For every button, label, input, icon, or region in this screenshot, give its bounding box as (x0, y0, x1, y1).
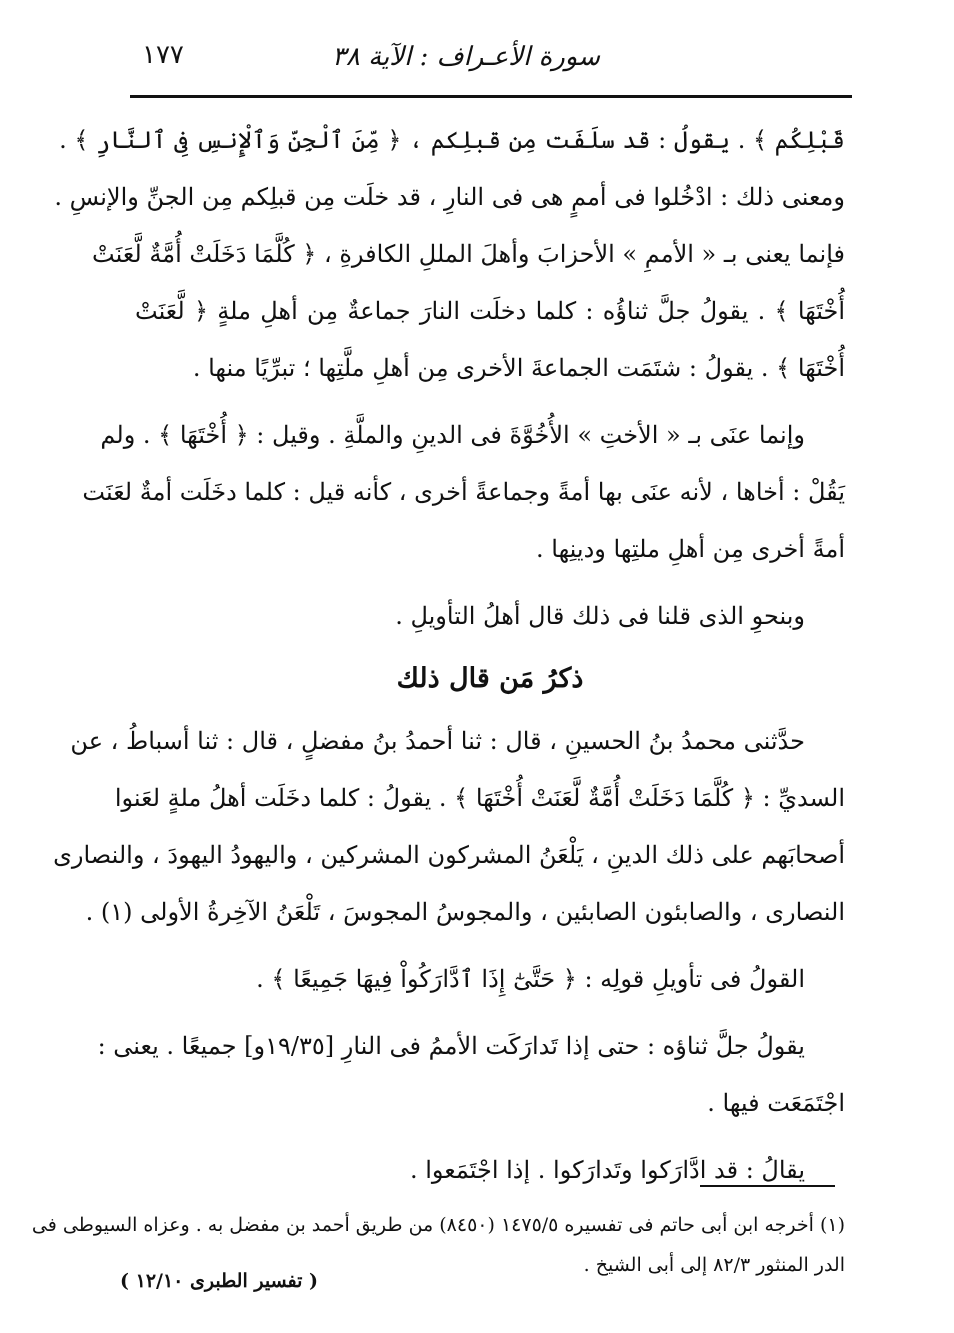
text-line: قَبْلِكُم ﴾ . يقولُ : قد سلَفَت مِن قبلِكم ، ﴿ مِّنَ ٱلْجِنِّ وَٱلْإِنسِ فِى ٱلنَّارِ ﴾ . (59, 126, 845, 154)
text-line: وإنما عنَى بـ « الأختِ » الأُخُوَّةَ فى الدينِ والملَّةِ . وقيل : ﴿ أُخْتَهَا ﴾ . ولم (100, 421, 805, 449)
text-line: أمةً أخرى مِن أهلِ ملتِها ودينِها . (536, 535, 845, 563)
running-title: سورة الأعـراف : الآية ٣٨ (331, 42, 600, 72)
main-text (53, 112, 845, 1199)
section-heading: ذكرُ مَن قال ذلك (396, 663, 584, 694)
paragraph-2 (82, 407, 845, 578)
page-header (130, 32, 850, 90)
text-line: يقالُ : قد ادَّارَكوا وتَدارَكوا . إذا اجْتَمَعوا . (409, 1156, 805, 1184)
footnote-rule (700, 1185, 835, 1187)
paragraph-gap (135, 1008, 845, 1018)
footnote-line: الدر المنثور ٨٢/٣ إلى أبى الشيخ . (583, 1254, 845, 1276)
text-line: ومعنى ذلك : ادْخُلوا فى أممٍ هى فى النارِ ، قد خلَت مِن قبلِكم مِن الجنِّ والإنسِ . (54, 183, 845, 211)
volume-reference: ( تفسير الطبرى ١٢/١٠ ) (120, 1270, 319, 1292)
text-line: حدَّثنى محمدُ بنُ الحسينِ ، قال : ثنا أحمدُ بنُ مفضلٍ ، قال : ثنا أسباطُ ، عن (70, 727, 805, 755)
text-line: اجْتَمَعَت فيها . (707, 1089, 845, 1117)
paragraph-gap (135, 397, 845, 407)
paragraph-3 (135, 588, 845, 645)
text-line: السديِّ : ﴿ كُلَّمَا دَخَلَتْ أُمَّةٌ لَّعَنَتْ أُخْتَهَا ﴾ . يقولُ : كلما دخَلَت أهلُ ملةٍ لعَنوا (114, 784, 845, 812)
text-line: أصحابَهم على ذلك الدينِ ، يَلْعَنُ المشركون المشركين ، واليهودُ اليهودَ ، والنصارى (53, 841, 845, 869)
text-line: يَقُلْ : أخاها ، لأنه عنَى بها أمةً وجماعةً أخرى ، كأنه قيل : كلما دخَلَت أمةٌ لعَنَت (82, 478, 845, 506)
text-line: فإنما يعنى بـ « الأممِ » الأحزابَ وأهلَ المللِ الكافرةِ ، ﴿ كُلَّمَا دَخَلَتْ أُمَّةٌ لَّعَنَتْ (92, 240, 845, 268)
header-rule (130, 95, 852, 98)
paragraph-1 (54, 112, 845, 397)
paragraph-gap (135, 578, 845, 588)
page-number: ١٧٧ (142, 40, 184, 70)
paragraph-gap (135, 941, 845, 951)
footnote-line: (١) أخرجه ابن أبى حاتم فى تفسيره ١٤٧٥/٥ (٨٤٥٠) من طريق أحمد بن مفضل به . وعزاه السيوطى فى (31, 1214, 845, 1236)
text-line: النصارى ، والصابئون الصابئين ، والمجوسُ المجوسَ ، تَلْعَنُ الآخِرةُ الأولى (١) . (85, 898, 845, 926)
text-line: أُخْتَهَا ﴾ . يقولُ جلَّ ثناؤُه : كلما دخلَت النارَ جماعةٌ مِن أهلِ ملةٍ ﴿ لَّعَنَتْ (135, 297, 845, 325)
text-line: يقولُ جلَّ ثناؤه : حتى إذا تَدارَكَت الأممُ فى النارِ [١٩/٣٥و] جميعًا . يعنى : (97, 1032, 805, 1060)
paragraph-4 (53, 713, 845, 941)
text-line: القولُ فى تأويلِ قولِه : ﴿ حَتَّىٰٓ إِذَا ٱدَّارَكُواْ فِيهَا جَمِيعًا ﴾ . (256, 965, 805, 993)
paragraph-gap (135, 1132, 845, 1142)
paragraph-6 (97, 1018, 845, 1132)
text-line: وبنحوِ الذى قلنا فى ذلك قال أهلُ التأويلِ . (395, 602, 805, 630)
paragraph-7 (135, 1142, 845, 1199)
text-line: أُخْتَهَا ﴾ . يقولُ : شتَمَت الجماعةَ الأخرى مِن أهلِ ملَّتِها ؛ تبرِّيًا منها . (192, 354, 845, 382)
paragraph-5 (135, 951, 845, 1008)
